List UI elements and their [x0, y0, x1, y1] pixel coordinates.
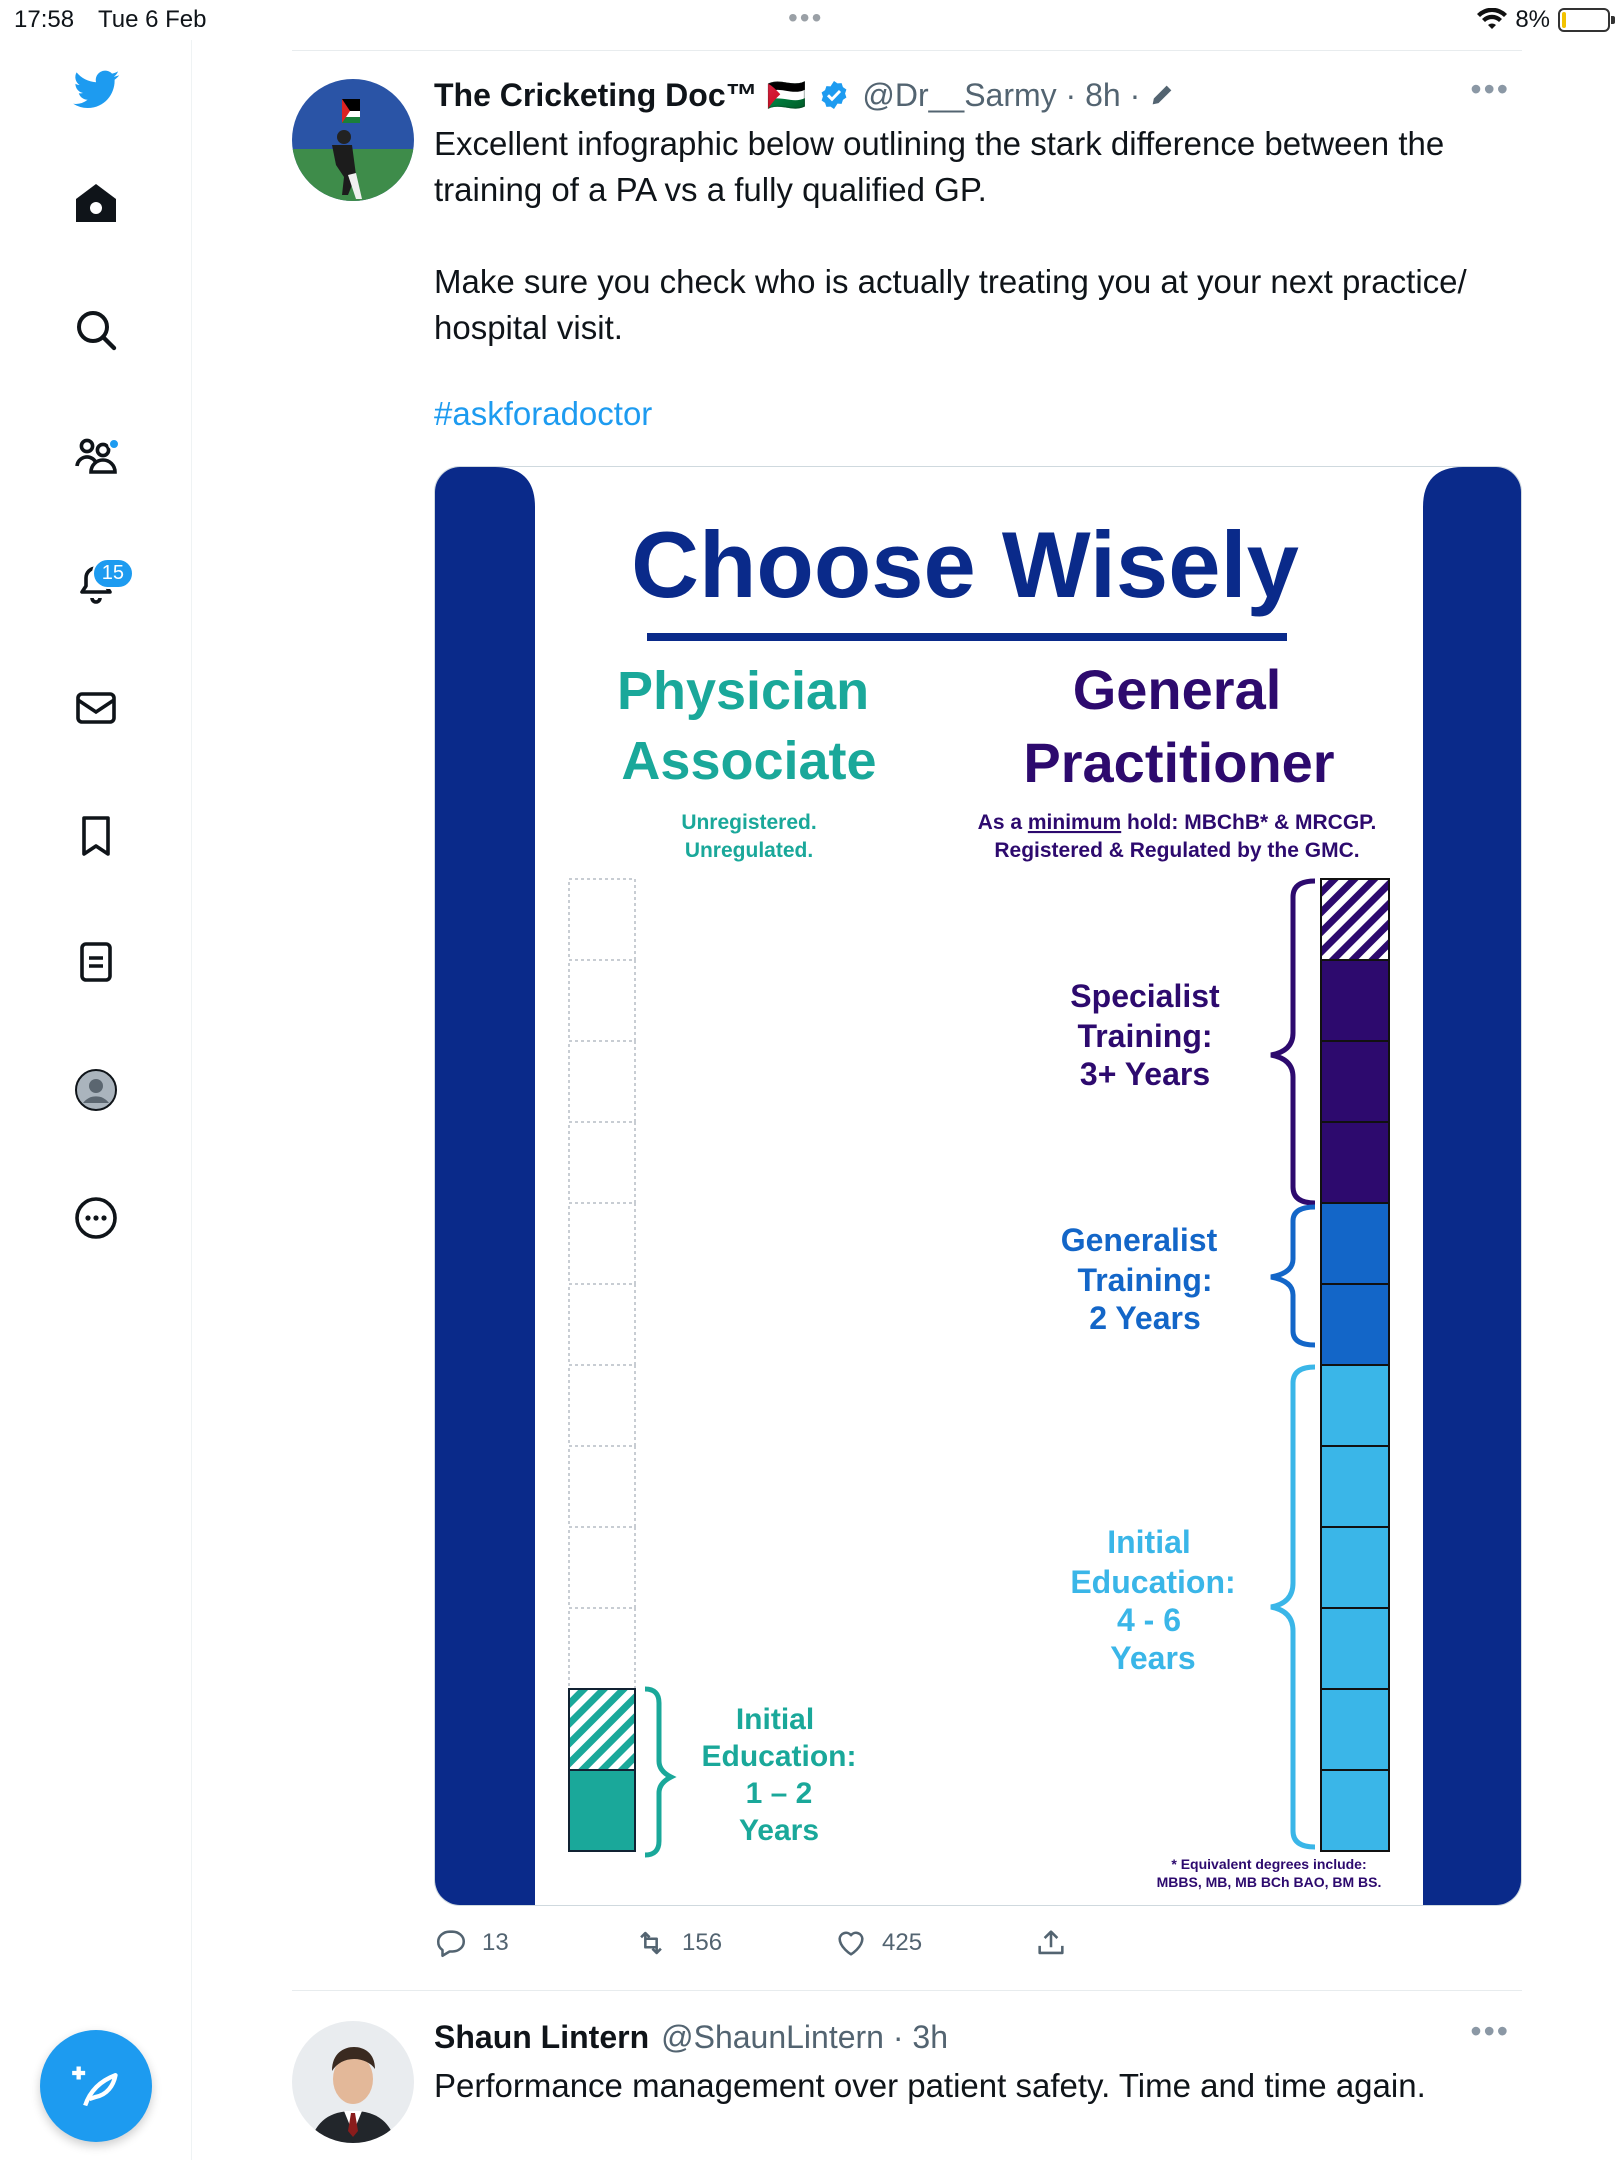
tweet-content	[434, 2015, 1522, 2109]
generalist-brace	[1271, 1207, 1315, 1345]
messages-icon[interactable]	[56, 668, 136, 748]
status-bar	[0, 0, 1620, 40]
like-button[interactable]	[834, 1926, 1034, 1960]
tweet-avatar[interactable]	[292, 2021, 414, 2143]
tweet-more-icon[interactable]: •••	[1470, 71, 1510, 107]
tweet-text: Performance management over patient safety. Time and time again.	[434, 2067, 1426, 2104]
tweet-header	[434, 73, 1522, 117]
svg-text:Generalist: Generalist	[1060, 1222, 1218, 1258]
specialist-label	[1070, 978, 1220, 1092]
pa-initial-label	[702, 1703, 857, 1847]
retweet-count: 156	[682, 1929, 723, 1956]
gp-initial-bars	[1321, 1365, 1389, 1851]
bookmarks-icon[interactable]	[56, 796, 136, 876]
svg-text:Training:: Training:	[1077, 1262, 1213, 1298]
multitask-dots[interactable]: •••	[788, 2, 824, 33]
verified-badge-icon	[818, 79, 850, 111]
edited-pencil-icon	[1148, 81, 1176, 109]
svg-text:Initial: Initial	[1107, 1524, 1191, 1560]
svg-text:Education:: Education:	[701, 1740, 857, 1773]
svg-text:2 Years: 2 Years	[1089, 1300, 1201, 1336]
feather-plus-icon	[70, 2060, 122, 2112]
pa-empty-column	[569, 879, 635, 1689]
tweet-avatar[interactable]	[292, 79, 414, 201]
author-handle[interactable]: @ShaunLintern · 3h	[661, 2018, 948, 2055]
reply-count: 13	[482, 1929, 509, 1956]
gp-specialist-bars	[1321, 960, 1389, 1203]
notifications-icon[interactable]	[56, 542, 136, 622]
infographic-title: Choose Wisely	[631, 512, 1299, 617]
pa-bar-solid	[569, 1770, 635, 1851]
heart-icon	[834, 1926, 868, 1960]
svg-text:Training:: Training:	[1077, 1018, 1213, 1054]
status-date: Tue 6 Feb	[98, 6, 207, 33]
pa-brace	[645, 1689, 671, 1855]
gp-bar-hatched	[1321, 879, 1389, 960]
search-icon[interactable]	[56, 290, 136, 370]
profile-avatar-icon[interactable]	[56, 1050, 136, 1130]
communities-dot	[108, 438, 120, 450]
tweet-more-icon[interactable]: •••	[1470, 2013, 1510, 2049]
left-navy-band	[435, 467, 535, 1906]
pa-heading-1: Physician	[616, 661, 870, 721]
specialist-brace	[1271, 881, 1315, 1203]
infographic	[435, 467, 1522, 1906]
twitter-logo-icon[interactable]	[56, 50, 136, 130]
battery-percent: 8%	[1515, 6, 1550, 33]
tweet-text: Excellent infographic below outlining the stark difference between the training of a PA vs a fully qualified GP.	[434, 125, 1445, 208]
reply-button[interactable]	[434, 1926, 634, 1960]
retweet-icon	[634, 1926, 668, 1960]
footnote-2: MBBS, MB, MB BCh BAO, BM BS.	[1156, 1874, 1382, 1890]
svg-text:1 – 2: 1 – 2	[745, 1777, 813, 1810]
share-icon	[1034, 1926, 1068, 1960]
svg-text:Initial: Initial	[735, 1703, 815, 1736]
title-underline	[647, 633, 1287, 641]
svg-text:Specialist: Specialist	[1070, 978, 1220, 1014]
hashtag-link[interactable]: #askforadoctor	[434, 395, 653, 432]
notifications-badge: 15	[92, 558, 134, 589]
svg-text:Education:: Education:	[1070, 1564, 1236, 1600]
tweet[interactable]	[292, 50, 1522, 1990]
retweet-button[interactable]	[634, 1926, 834, 1960]
footnote-1: * Equivalent degrees include:	[1171, 1856, 1367, 1872]
wifi-icon	[1477, 8, 1507, 32]
share-button[interactable]	[1034, 1926, 1234, 1960]
sidebar	[0, 40, 192, 2160]
gp-heading-1: General	[1072, 658, 1282, 721]
compose-tweet-button[interactable]	[40, 2030, 152, 2142]
right-navy-band	[1423, 467, 1522, 1906]
svg-text:Years: Years	[1110, 1640, 1196, 1676]
pa-sub-1: Unregistered.	[681, 811, 817, 834]
more-options-icon[interactable]	[56, 1178, 136, 1258]
generalist-label	[1061, 1222, 1218, 1336]
svg-text:Years: Years	[738, 1814, 820, 1847]
reply-icon	[434, 1926, 468, 1960]
gp-initial-label	[1070, 1524, 1235, 1676]
gp-generalist-bars	[1321, 1203, 1389, 1365]
author-name[interactable]: The Cricketing Doc™ 🇵🇸	[434, 77, 807, 113]
gp-sub-2: Registered & Regulated by the GMC.	[994, 839, 1360, 862]
gp-sub-1: As a minimum hold: MBChB* & MRCGP.	[977, 811, 1377, 834]
home-icon[interactable]	[56, 164, 136, 244]
tweet[interactable]	[292, 1990, 1522, 2160]
gp-heading-2: Practitioner	[1023, 731, 1335, 794]
battery-icon	[1558, 8, 1610, 32]
author-name[interactable]: Shaun Lintern	[434, 2018, 650, 2055]
pa-heading-2: Associate	[621, 731, 877, 791]
tweet-content	[434, 73, 1522, 433]
tweet-actions	[434, 1926, 1234, 1960]
tweet-text: Make sure you check who is actually treating you at your next practice/ hospital visit.	[434, 263, 1467, 346]
pa-bar-hatched	[569, 1689, 635, 1770]
tweet-image[interactable]	[434, 466, 1522, 1906]
pa-sub-2: Unregulated.	[684, 839, 814, 862]
like-count: 425	[882, 1929, 923, 1956]
tweet-header	[434, 2015, 1522, 2059]
communities-icon[interactable]	[56, 416, 136, 496]
author-handle[interactable]: @Dr__Sarmy · 8h ·	[862, 76, 1141, 113]
svg-text:3+ Years: 3+ Years	[1079, 1056, 1211, 1092]
initial-brace	[1271, 1367, 1315, 1847]
svg-text:4 - 6: 4 - 6	[1116, 1602, 1182, 1638]
timeline	[292, 50, 1522, 2160]
status-right	[1477, 6, 1610, 34]
status-time: 17:58	[14, 6, 75, 33]
lists-icon[interactable]	[56, 922, 136, 1002]
